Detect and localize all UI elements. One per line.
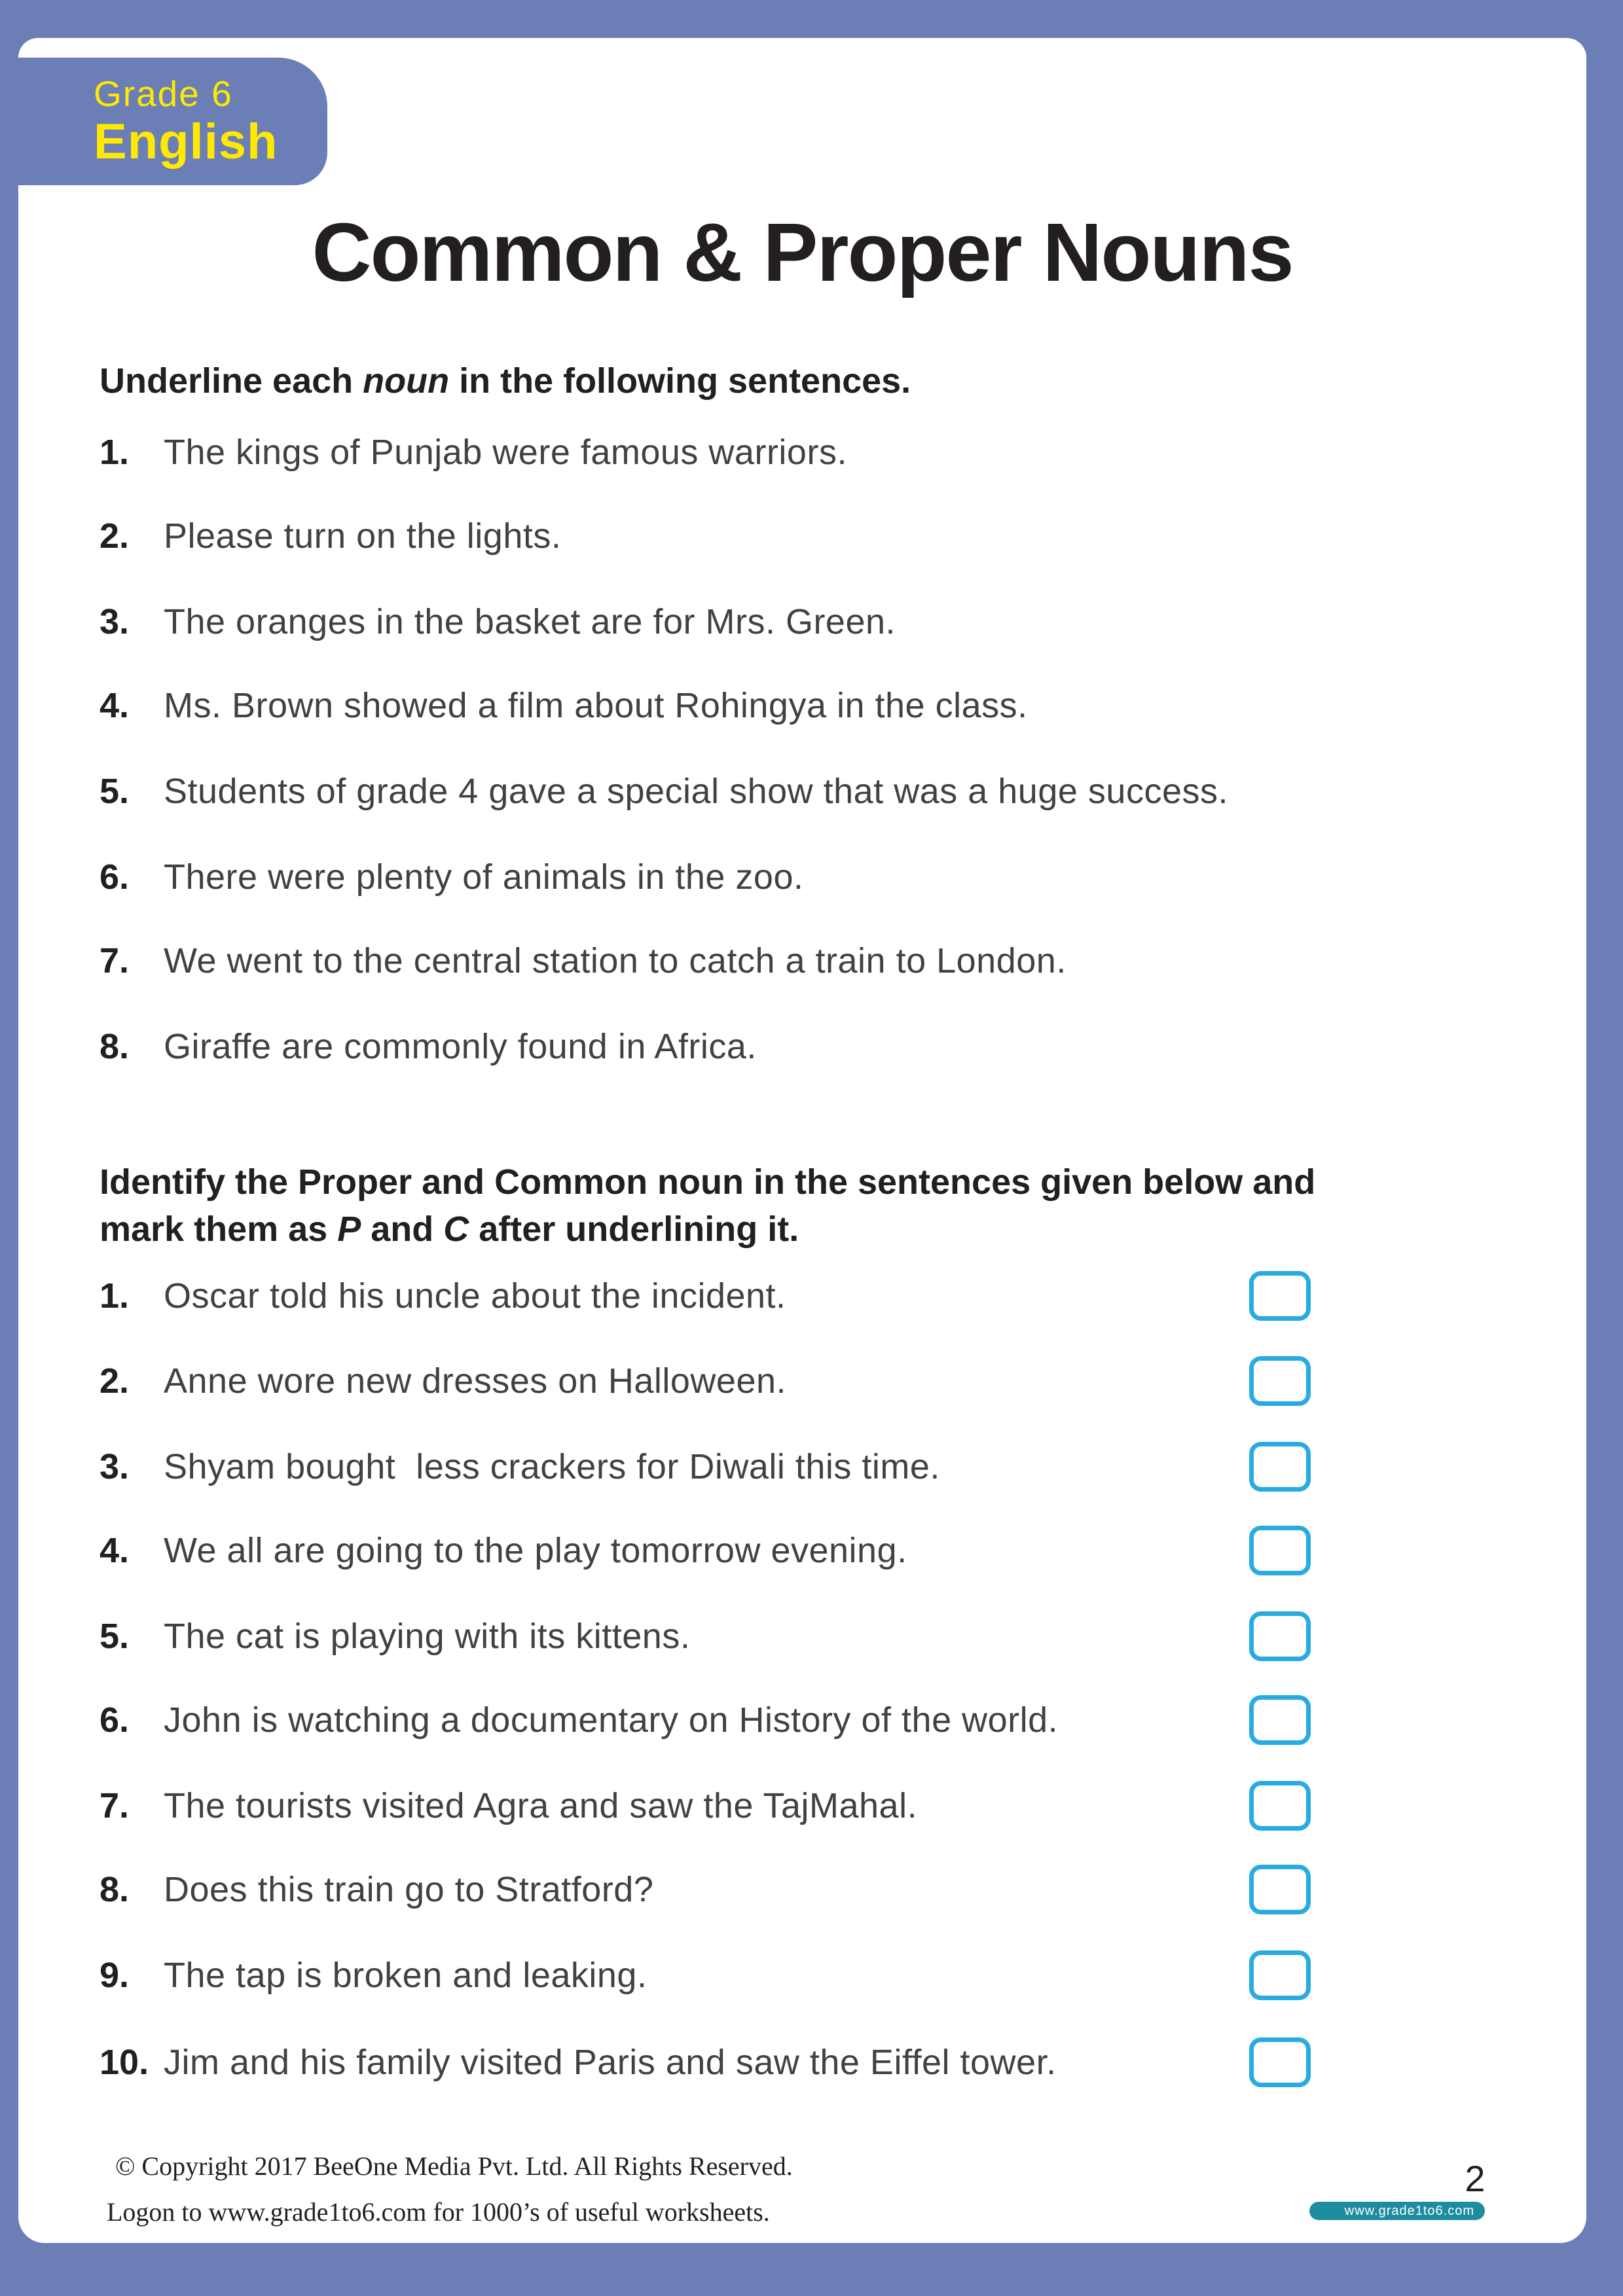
sentence-text: Students of grade 4 gave a special show that was a huge success. — [164, 772, 1228, 811]
item-number: 1. — [100, 433, 130, 472]
worksheet-page — [18, 38, 1586, 2243]
item-number: 9. — [100, 1956, 130, 1995]
answer-checkbox[interactable] — [1249, 2037, 1311, 2087]
sentence-text: Anne wore new dresses on Halloween. — [164, 1361, 787, 1401]
sentence-row — [100, 2030, 1527, 2095]
item-number: 7. — [100, 1786, 130, 1825]
answer-checkbox[interactable] — [1249, 1781, 1311, 1831]
instruction-text: Underline each — [100, 361, 363, 401]
sentence-text: Oscar told his uncle about the incident. — [164, 1276, 786, 1316]
answer-checkbox[interactable] — [1249, 1865, 1311, 1914]
sentence-row — [100, 1348, 1527, 1414]
item-number: 6. — [100, 1700, 130, 1740]
sentence-row — [100, 1604, 1527, 1669]
sentence-text: We all are going to the play tomorrow evening. — [164, 1531, 907, 1570]
answer-checkbox[interactable] — [1249, 1611, 1311, 1661]
answer-checkbox[interactable] — [1249, 1695, 1311, 1745]
item-number: 5. — [100, 1617, 130, 1656]
sentence-row — [100, 1943, 1527, 2008]
item-number: 5. — [100, 772, 130, 811]
sentence-text: The tourists visited Agra and saw the TajMahal. — [164, 1786, 918, 1825]
grade-label: Grade 6 — [94, 73, 233, 115]
section2-instruction — [100, 1158, 1527, 1253]
copyright-text: © Copyright 2017 BeeOne Media Pvt. Ltd. All Rights Reserved. — [115, 2151, 793, 2181]
sentence-row — [100, 1857, 1527, 1922]
logon-text: Logon to www.grade1to6.com for 1000’s of useful worksheets. — [107, 2197, 770, 2227]
section1-instruction — [100, 357, 911, 404]
instruction-line2: mark them as — [100, 1210, 338, 1249]
instruction-italic-word: noun — [363, 361, 450, 401]
item-number: 1. — [100, 1276, 130, 1316]
sentence-text: Please turn on the lights. — [164, 516, 562, 556]
answer-checkbox[interactable] — [1249, 1271, 1311, 1321]
instruction-line2: after underlining it. — [469, 1210, 799, 1249]
sentence-row — [100, 928, 1527, 994]
item-number: 2. — [100, 1361, 130, 1401]
item-number: 7. — [100, 941, 130, 980]
sentence-text: Does this train go to Stratford? — [164, 1870, 654, 1909]
sentence-row — [100, 844, 1527, 910]
website-pill: www.grade1to6.com — [1309, 2202, 1485, 2220]
instruction-line2: and — [361, 1210, 444, 1249]
sentence-row — [100, 673, 1527, 738]
instruction-italic-p: P — [337, 1210, 361, 1249]
sentence-text: Ms. Brown showed a film about Rohingya in the class. — [164, 686, 1028, 725]
item-number: 3. — [100, 1447, 130, 1486]
sentence-text: Jim and his family visited Paris and saw the Eiffel tower. — [164, 2043, 1057, 2082]
sentence-text: John is watching a documentary on History of the world. — [164, 1700, 1059, 1740]
item-number: 3. — [100, 602, 130, 641]
answer-checkbox[interactable] — [1249, 1442, 1311, 1492]
sentence-text: The tap is broken and leaking. — [164, 1956, 647, 1995]
worksheet-title: Common & Proper Nouns — [312, 206, 1293, 298]
sentence-row — [100, 1434, 1527, 1499]
sentence-text: The oranges in the basket are for Mrs. Green. — [164, 602, 896, 641]
sentence-row — [100, 503, 1527, 569]
sentence-row — [100, 1014, 1527, 1079]
instruction-text: in the following sentences. — [449, 361, 911, 401]
answer-checkbox[interactable] — [1249, 1950, 1311, 2000]
subject-label: English — [94, 114, 278, 170]
item-number: 6. — [100, 857, 130, 897]
sentence-row — [100, 589, 1527, 655]
sentence-row — [100, 420, 1527, 485]
sentence-text: Giraffe are commonly found in Africa. — [164, 1027, 757, 1066]
answer-checkbox[interactable] — [1249, 1526, 1311, 1575]
sentence-row — [100, 759, 1527, 824]
item-number: 8. — [100, 1027, 130, 1066]
instruction-italic-c: C — [443, 1210, 469, 1249]
sentence-text: The cat is playing with its kittens. — [164, 1617, 691, 1656]
item-number: 2. — [100, 516, 130, 556]
sentence-text: The kings of Punjab were famous warriors. — [164, 433, 847, 472]
sentence-row — [100, 1687, 1527, 1753]
answer-checkbox[interactable] — [1249, 1356, 1311, 1406]
sentence-row — [100, 1263, 1527, 1329]
grade-subject-badge — [18, 58, 327, 185]
item-number: 4. — [100, 1531, 130, 1570]
sentence-text: Shyam bought less crackers for Diwali this time. — [164, 1447, 940, 1486]
sentence-row — [100, 1773, 1527, 1839]
item-number: 10. — [100, 2043, 149, 2082]
item-number: 8. — [100, 1870, 130, 1909]
instruction-line1: Identify the Proper and Common noun in the sentences given below and — [100, 1162, 1316, 1202]
sentence-text: We went to the central station to catch a train to London. — [164, 941, 1067, 980]
item-number: 4. — [100, 686, 130, 725]
sentence-text: There were plenty of animals in the zoo. — [164, 857, 804, 897]
sentence-row — [100, 1518, 1527, 1583]
page-number: 2 — [1465, 2158, 1486, 2199]
